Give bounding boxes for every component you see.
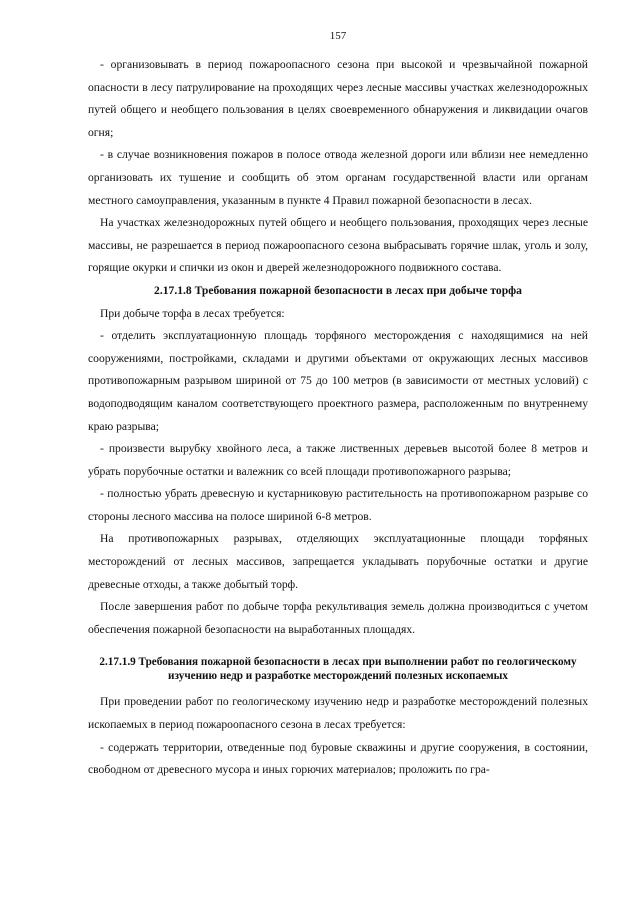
paragraph-geology-intro: При проведении работ по геологическому изучению недр и разработке месторождений полезных ископаемых в период пожароопасного сезона в лесах требуется: <box>88 695 588 732</box>
page-number: 157 <box>329 30 347 42</box>
section-heading-geology: 2.17.1.9 Требования пожарной безопасности в лесах при выполнении работ по геологическому изучению недр и разработке месторождений полезных ископаемых <box>99 656 577 683</box>
paragraph-peat-separate: - отделить эксплуатационную площадь торфяного месторождения с находящимися на ней сооружениями, постройками, складами и другими объектами от окружающих лесных массивов противопожарным разрывом шириной от 75 до 100 метров (в зависимости от местных условий) с водоподводящим каналом соответствующего проектного размера, расположенным по внутреннему краю разрыва; <box>88 329 588 433</box>
section-heading-peat: 2.17.1.8 Требования пожарной безопасности в лесах при добыче торфа <box>154 283 522 297</box>
paragraph-peat-clearing: - полностью убрать древесную и кустарниковую растительность на противопожарном разрыве со стороны лесного массива на полосе шириной 6-8 метров. <box>88 487 588 523</box>
paragraph-peat-prohibition: На противопожарных разрывах, отделяющих эксплуатационные площади торфяных месторождений от лесных массивов, запрещается укладывать порубочные остатки и другие древесные отходы, а также добытый торф. <box>88 532 588 591</box>
paragraph-peat-cutting: - произвести вырубку хвойного леса, а также лиственных деревьев высотой более 8 метров и убрать порубочные остатки и валежник со всей площади противопожарного разрыва; <box>88 442 588 478</box>
paragraph-geology-territory: - содержать территории, отведенные под буровые скважины и другие сооружения, в состоянии, свободном от древесного мусора и иных горючих материалов; проложить по гра- <box>88 740 588 777</box>
paragraph-fire-report: - в случае возникновения пожаров в полосе отвода железной дороги или вблизи нее немедленно организовать их тушение и сообщить об этом органам государственной власти или органам местного самоуправления, указанным в пункте 4 Правил пожарной безопасности в лесах. <box>88 148 588 207</box>
paragraph-peat-recultivation: После завершения работ по добыче торфа рекультивация земель должна производиться с учетом обеспечения пожарной безопасности на выработанных площадях. <box>88 600 588 636</box>
paragraph-railway-prohibition: На участках железнодорожных путей общего и необщего пользования, проходящих через лесные массивы, не разрешается в период пожароопасного сезона выбрасывать горячие шлак, уголь и золу, горящие окурки и спички из окон и дверей железнодорожного подвижного состава. <box>88 216 588 275</box>
paragraph-peat-intro: При добыче торфа в лесах требуется: <box>100 306 285 320</box>
paragraph-patrol: - организовывать в период пожароопасного сезона при высокой и чрезвычайной пожарной опасности в лесу патрулирование на проходящих через лесные массивы участках железнодорожных путей общего и необщего пользования в целях своевременного обнаружения и ликвидации очагов огня; <box>88 58 588 139</box>
